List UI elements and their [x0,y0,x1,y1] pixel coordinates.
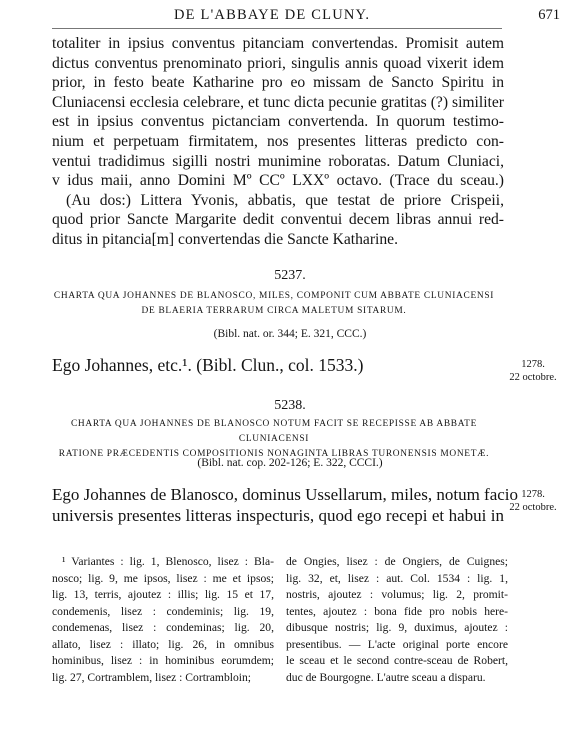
footnote-column-left [52,554,274,686]
footnote-line: allato, lisez : illato; lig. 26, in omnibus [52,637,274,651]
footnote-line: hominibus, lisez : in hominibus eorumdem; [52,654,274,667]
footnote-line: condemenis, lisez : condeminis; lig. 19, [52,604,274,618]
body-line: universis presentes litteras inspecturis, quod ego recepi et habui in [52,506,504,525]
charter-5238-source: (Bibl. nat. cop. 202-126; E. 322, CCCI.) [197,457,383,469]
body-line: totaliter in ipsius conventus pitanciam convertendas. Promisit autem [52,35,504,52]
body-line: Ego Johannes de Blanosco, dominus Ussellarum, miles, notum facio [52,485,519,504]
charter-5237-heading [40,289,508,319]
charter-5238-text [52,484,519,526]
heading-line: CHARTA QUA JOHANNES DE BLANOSCO NOTUM FACIT SE RECEPISSE AB ABBATE CLUNIACENSI [70,419,478,444]
footnote-line: condemenas, lisez : condeminas; lig. 20, [52,621,274,634]
date-year: 1278. [521,359,545,370]
date-day: 22 octobre. [509,372,557,383]
date-day: 22 octobre. [509,502,557,513]
footnote-line: ¹ Variantes : lig. 1, Blenosco, lisez : Bla- [62,555,274,568]
page-number: 671 [538,7,560,23]
body-line: quod prior Sancte Margarite dedit conventui decem libras annui red- [52,211,504,229]
footnote-line: nosco; lig. 9, me ipsos, lisez : me et ipsos; [52,571,274,585]
date-year: 1278. [521,489,545,500]
footnote-line: lig. 32, et, lisez : aut. Col. 1534 : lig. 1, [286,571,508,585]
footnote-line: lig. 13, terris, ajoutez : illis; lig. 15 et 17, [52,588,274,601]
charter-continuation [52,34,504,250]
body-line: est in ipsius conventus pictanciam convertenda. In quorum testimo- [52,113,504,131]
body-line: v idus maii, anno Domini Mº CCº LXXº octavo. (Trace du sceau.) [52,172,504,190]
heading-line: DE BLAERIA TERRARUM CIRCA MALETUM SITARUM. [141,306,407,316]
footnote-line: duc de Bourgogne. L'autre sceau a disparu. [286,670,486,684]
charter-5238-heading [40,417,508,462]
footnote-column-right [286,554,508,686]
header-rule [52,28,502,29]
body-line: prior, in festo beate Katharine pro eo missam de Sancto Spiritu in [52,74,504,92]
charter-number-5238: 5238. [274,398,306,413]
footnote-line: tentes, ajoutez : bona fide pro nobis here- [286,604,508,618]
body-line: nium et perpetuam firmitatem, nos presentes litteras predicto con- [52,132,504,150]
heading-line: CHARTA QUA JOHANNES DE BLANOSCO, MILES, COMPONIT CUM ABBATE CLUNIACENSI [53,291,495,301]
footnote-line: lig. 27, Cortramblem, lisez : Cortrambloin; [52,670,251,684]
running-head-title: DE L'ABBAYE DE CLUNY. [174,7,371,23]
charter-5238-date [493,488,573,514]
heading-line: RATIONE PRÆCEDENTIS COMPOSITIONIS NONAGINTA LIBRAS TURONENSIS MONETÆ. [58,449,490,459]
charter-5237-date [493,358,573,384]
body-line: (Au dos:) Littera Yvonis, abbatis, que testat de priore Crispeii, [66,191,504,209]
running-head [112,7,560,29]
footnote-line: nostris, ajoutez : volumus; lig. 2, promit- [286,588,508,601]
footnote-line: dibusque nostris; lig. 9, duximus, ajoutez : [286,621,508,634]
charter-5237-source: (Bibl. nat. or. 344; E. 321, CCC.) [213,328,367,340]
footnote-line: le sceau et le second contre-sceau de Robert, [286,654,508,667]
body-line: ventui tradidimus sigilli nostri munimine roboratas. Datum Cluniaci, [52,152,504,170]
charter-5237-text: Ego Johannes, etc.¹. (Bibl. Clun., col. 1533.) [52,355,364,375]
body-line: ditus in pitancia[m] convertendas die Sancte Katharine. [52,230,398,248]
charter-number-5237: 5237. [274,268,306,283]
footnote-line: de Ongies, lisez : de Ongiers, de Cuignes; [286,555,508,568]
body-line: Cluniacensi ecclesia celebrare, et tunc dicta pecunie gratitas (?) similiter [52,93,504,111]
footnote-line: presentibus. — L'acte original porte encore [286,637,508,651]
body-line: dictus conventus prenominato priori, singulis annis quoad vixerit idem [52,54,504,72]
